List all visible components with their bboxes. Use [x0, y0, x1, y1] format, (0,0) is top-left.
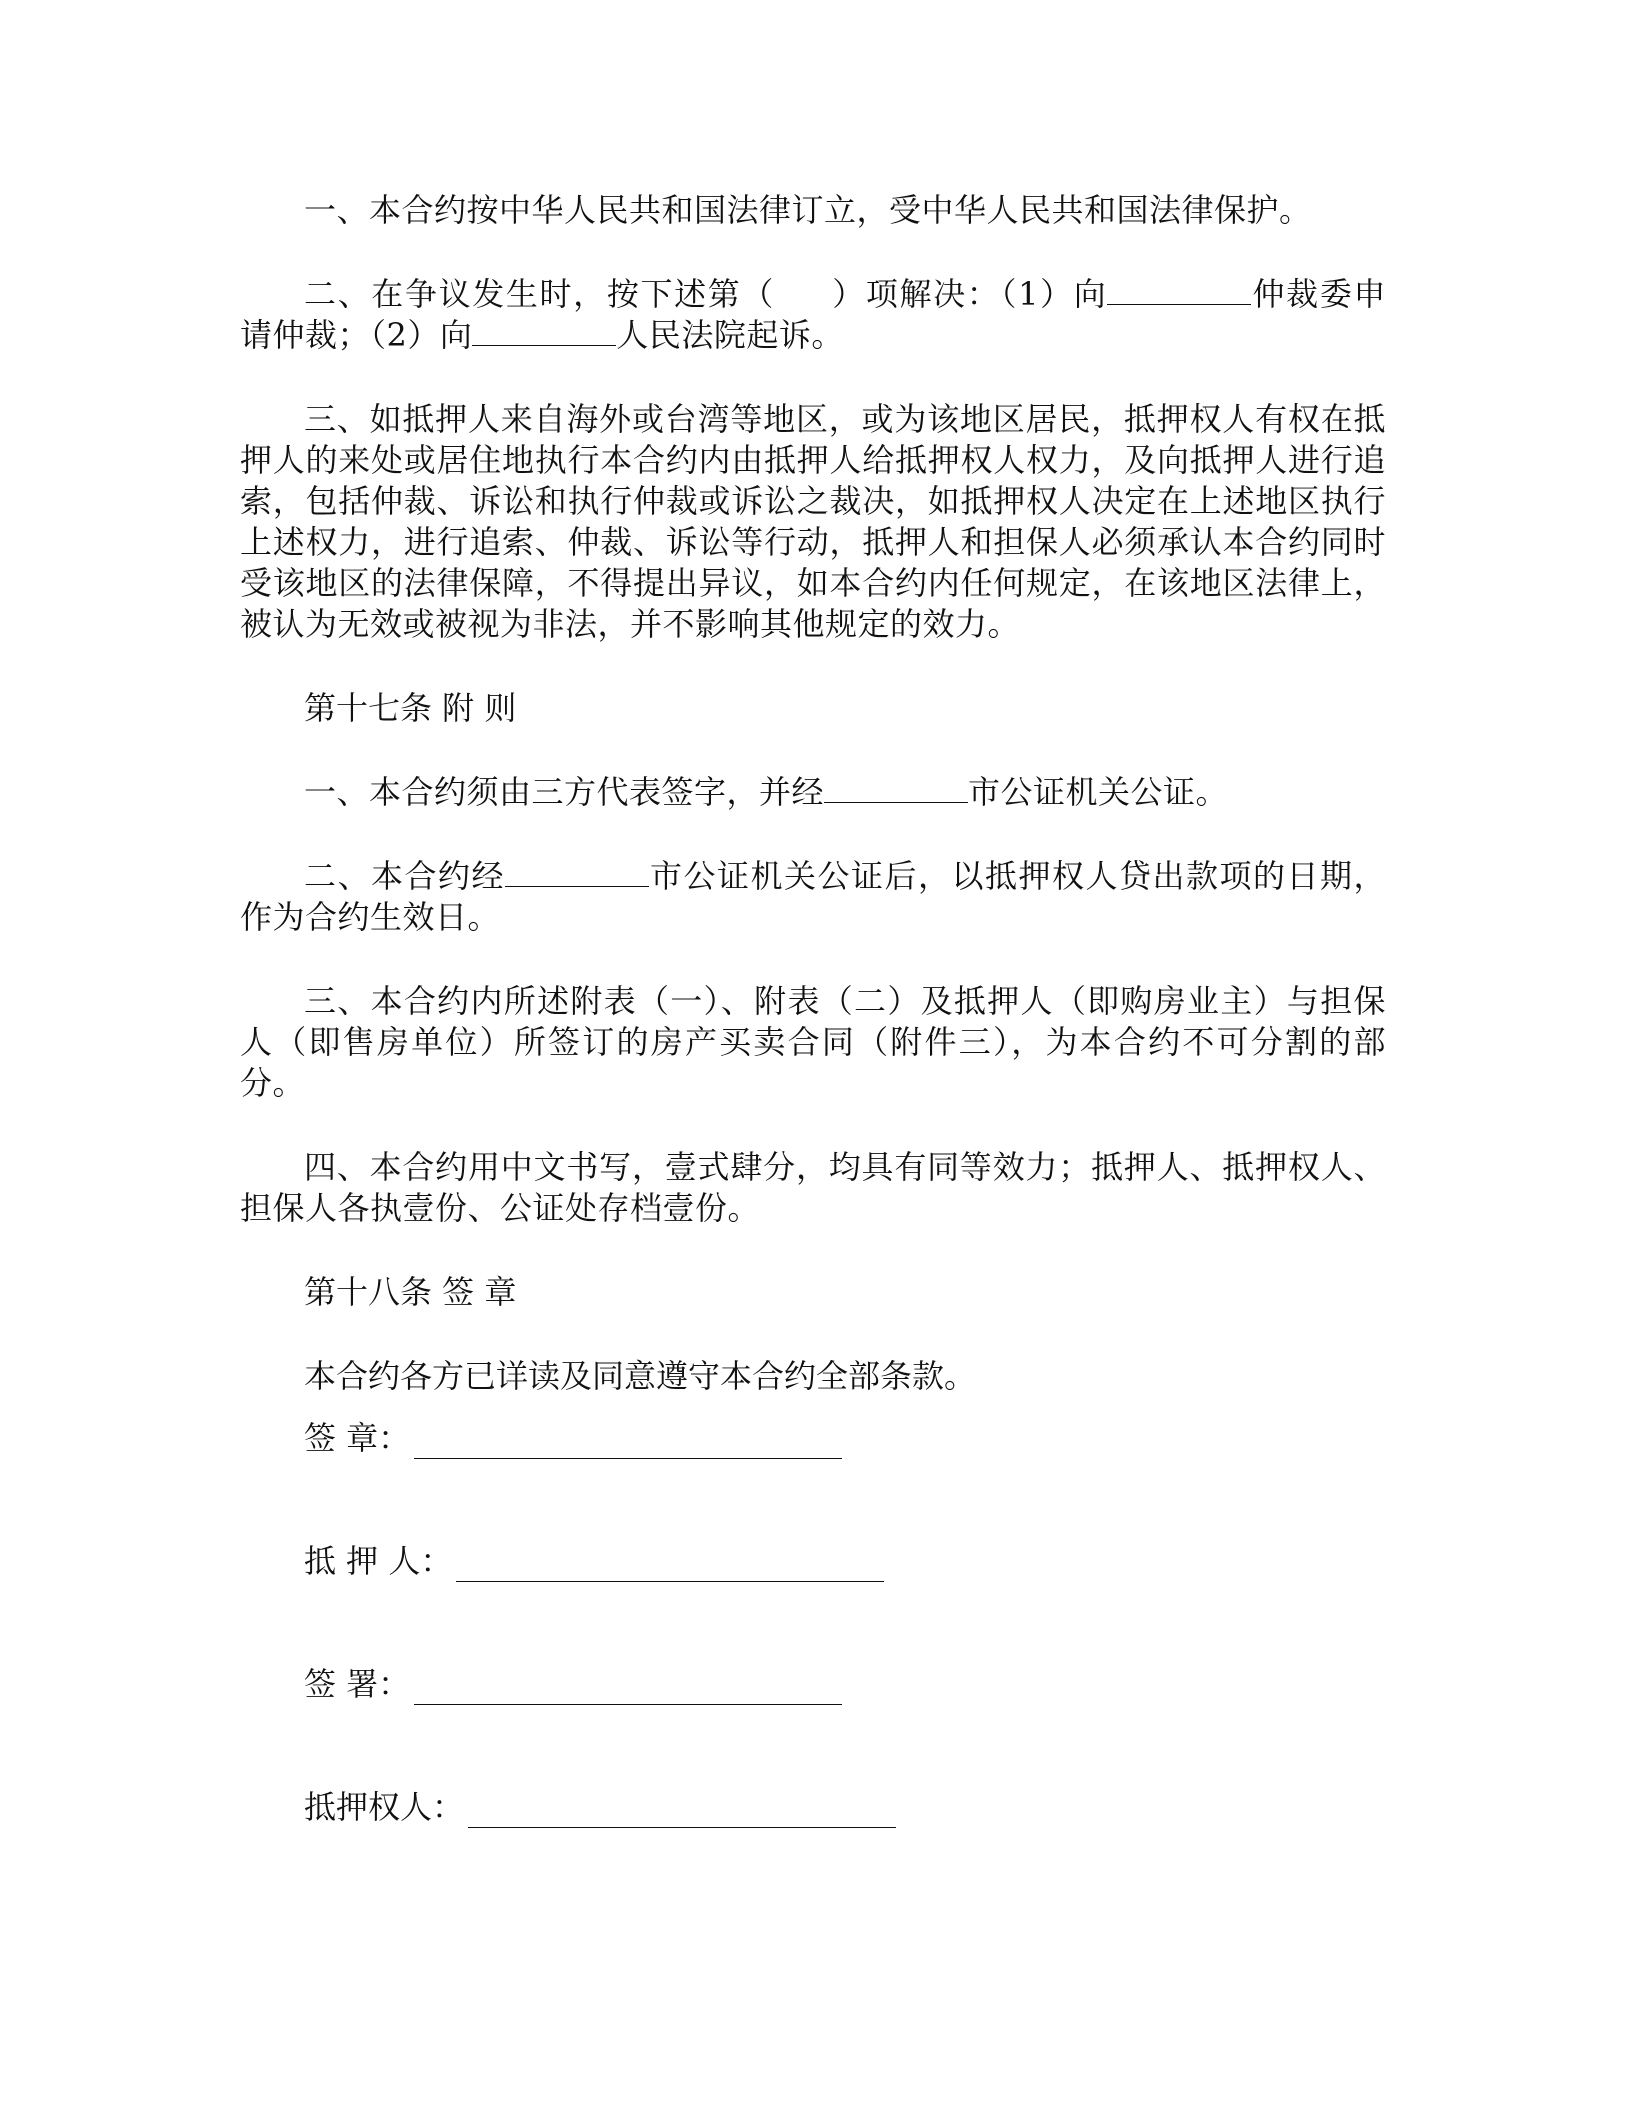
signature-label: 抵押权人：: [304, 1788, 465, 1826]
clause-paragraph-8: 本合约各方已详读及同意遵守本合约全部条款。: [304, 1357, 977, 1395]
signature-line: [468, 1797, 896, 1828]
signature-row-mortgagee: [304, 1787, 896, 1828]
article-17-heading: 第十七条 附 则: [304, 689, 517, 727]
fill-in-blank: [505, 856, 649, 887]
signature-row-mortgagor: [304, 1541, 884, 1582]
clause-text: 一、本合约须由三方代表签字，并经: [304, 773, 825, 811]
clause-paragraph-5: [240, 856, 1386, 938]
signature-label: 抵 押 人：: [304, 1542, 453, 1580]
fill-in-blank: [472, 315, 616, 346]
signature-line: [456, 1551, 884, 1582]
signature-label: 签 署：: [304, 1665, 411, 1703]
clause-text: ）项解决：（1）向: [831, 275, 1108, 313]
signature-label: 签 章：: [304, 1419, 411, 1457]
clause-paragraph-2: [240, 274, 1386, 356]
clause-paragraph-6: 三、本合约内所述附表（一）、附表（二）及抵押人（即购房业主）与担保人（即售房单位）所签订的房产买卖合同（附件三），为本合约不可分割的部分。: [240, 982, 1386, 1102]
clause-text: 市公证机关公证。: [968, 773, 1229, 811]
signature-row-seal: [304, 1418, 842, 1459]
document-page: [240, 190, 1386, 1440]
clause-paragraph-1: 一、本合约按中华人民共和国法律订立，受中华人民共和国法律保护。: [304, 191, 1312, 229]
article-18-heading: 第十八条 签 章: [304, 1273, 517, 1311]
clause-text: 人民法院起诉。: [616, 316, 844, 354]
fill-in-blank: [1107, 274, 1251, 305]
signature-line: [414, 1428, 842, 1459]
signature-line: [414, 1674, 842, 1705]
clause-text: 仲裁委申请仲裁；（2）向: [240, 275, 1386, 354]
fill-in-blank: [824, 772, 968, 803]
clause-paragraph-7: 四、本合约用中文书写，壹式肆分，均具有同等效力；抵押人、抵押权人、担保人各执壹份、公证处存档壹份。: [240, 1148, 1386, 1227]
clause-text: 市公证机关公证后，以抵押权人贷出款项的日期，作为合约生效日。: [240, 857, 1386, 936]
clause-paragraph-3: 三、如抵押人来自海外或台湾等地区，或为该地区居民，抵押权人有权在抵押人的来处或居住地执行本合约内由抵押人给抵押权人权力，及向抵押人进行追索，包括仲裁、诉讼和执行仲裁或诉讼之裁决，如抵押权人决定在上述地区执行上述权力，进行追索、仲裁、诉讼等行动，抵押人和担保人必须承认本合约同时受该地区的法律保障，不得提出异议，如本合约内任何规定，在该地区法律上，被认为无效或被视为非法，并不影响其他规定的效力。: [240, 400, 1386, 643]
clause-paragraph-4: [240, 772, 1386, 813]
signature-row-sign: [304, 1664, 842, 1705]
clause-text: 二、在争议发生时，按下述第（: [304, 275, 776, 313]
clause-text: 二、本合约经: [304, 857, 505, 895]
